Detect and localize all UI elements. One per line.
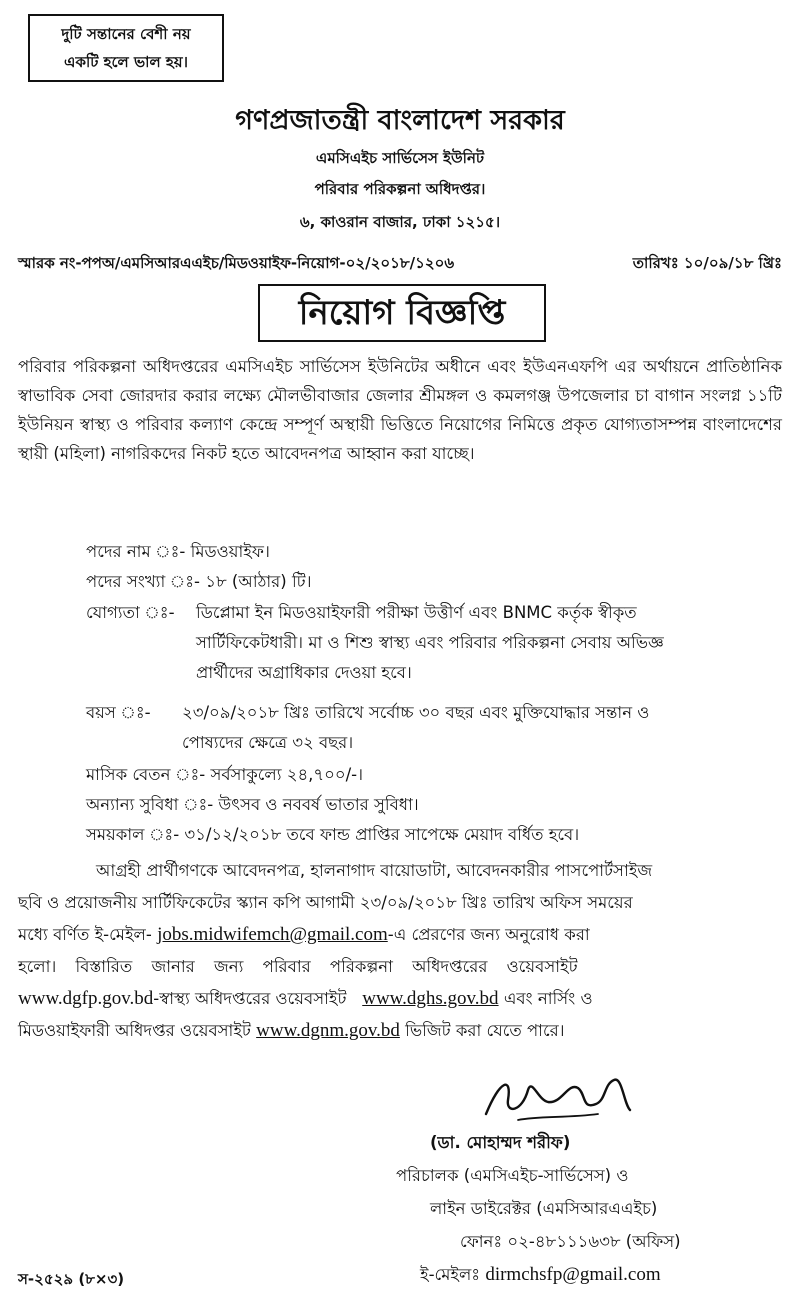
directorate-name: পরিবার পরিকল্পনা অধিদপ্তর। — [314, 180, 486, 198]
dgfp-website-link[interactable]: www.dgfp.gov.bd — [18, 988, 154, 1009]
signatory-name: (ডা. মোহাম্মদ শরীফ) — [430, 1133, 571, 1152]
slogan-line-1: দুটি সন্তানের বেশী নয় — [61, 25, 191, 43]
signature-mark — [478, 1070, 638, 1130]
apply-line-6 — [18, 1016, 565, 1045]
apply-line-5-mid: -স্বাস্থ্য অধিদপ্তরের ওয়েবসাইট — [153, 989, 347, 1008]
benefits: অন্যান্য সুবিধা ঃ- উৎসব ও নববর্ষ ভাতার সুবিধা। — [86, 795, 419, 814]
signatory-email-label: ই-মেইলঃ — [420, 1265, 481, 1284]
apply-line-1: আগ্রহী প্রার্থীগণকে আবেদনপত্র, হালনাগাদ বায়োডাটা, আবেদনকারীর পাসপোর্টসাইজ — [96, 861, 653, 880]
signatory-email-link[interactable]: dirmchsfp@gmail.com — [485, 1264, 661, 1285]
post-name: পদের নাম ঃ- মিডওয়াইফ। — [86, 542, 270, 561]
memo-number: স্মারক নং-পপঅ/এমসিআরএএইচ/মিডওয়াইফ-নিয়োগ-০২/২০১৮/১২০৬ — [18, 254, 455, 272]
qualification-line-2: সার্টিফিকেটধারী। মা ও শিশু স্বাস্থ্য এবং পরিবার পরিকল্পনা সেবায় অভিজ্ঞ — [196, 633, 664, 652]
qualification-label: যোগ্যতা ঃ- — [86, 603, 175, 622]
apply-line-3 — [18, 920, 590, 949]
notice-date: তারিখঃ ১০/০৯/১৮ খ্রিঃ — [632, 254, 782, 272]
signatory-phone: ফোনঃ ০২-৪৮১১১৬৩৮ (অফিস) — [460, 1232, 681, 1251]
notice-title: নিয়োগ বিজ্ঞপ্তি — [258, 284, 546, 342]
duration: সময়কাল ঃ- ৩১/১২/২০১৮ তবে ফান্ড প্রাপ্তির সাপেক্ষে মেয়াদ বর্ধিত হবে। — [86, 825, 580, 844]
apply-line-3-post: -এ প্রেরণের জন্য অনুরোধ করা — [387, 925, 590, 944]
apply-line-5-post: এবং নার্সিং ও — [503, 989, 593, 1008]
salary: মাসিক বেতন ঃ- সর্বসাকুল্যে ২৪,৭০০/-। — [86, 765, 364, 784]
qualification-line-3: প্রার্থীদের অগ্রাধিকার দেওয়া হবে। — [196, 663, 412, 682]
office-address: ৬, কাওরান বাজার, ঢাকা ১২১৫। — [299, 213, 501, 231]
age-label: বয়স ঃ- — [86, 703, 151, 722]
signatory-title-1: পরিচালক (এমসিএইচ-সার্ভিসেস) ও — [396, 1166, 629, 1185]
slogan-line-2: একটি হলে ভাল হয়। — [64, 53, 188, 71]
application-email-link[interactable]: jobs.midwifemch@gmail.com — [157, 924, 388, 945]
intro-paragraph: পরিবার পরিকল্পনা অধিদপ্তরের এমসিএইচ সার্ভিসেস ইউনিটের অধীনে এবং ইউএনএফপি এর অর্থায়নে প্রাতিষ্ঠানিক স্বাভাবিক সেবা জোরদার করার লক্ষ্যে মৌলভীবাজার জেলার শ্রীমঙ্গল ও কমলগঞ্জ উপজেলার চা বাগান সংলগ্ন ১১টি ইউনিয়ন স্বাস্থ্য ও পরিবার কল্যাণ কেন্দ্রে সম্পূর্ণ অস্থায়ী ভিত্তিতে নিয়োগের নিমিত্তে প্রকৃত যোগ্যতাসম্পন্ন বাংলাদেশের স্থায়ী (মহিলা) নাগরিকদের নিকট হতে আবেদনপত্র আহ্বান করা যাচ্ছে। — [18, 357, 782, 463]
unit-name: এমসিএইচ সার্ভিসেস ইউনিট — [315, 149, 485, 167]
dghs-website-link[interactable]: www.dghs.gov.bd — [362, 988, 499, 1009]
apply-line-5 — [18, 984, 593, 1013]
slogan-box — [28, 14, 224, 82]
post-count: পদের সংখ্যা ঃ- ১৮ (আঠার) টি। — [86, 572, 312, 591]
apply-line-6-post: ভিজিট করা যেতে পারে। — [405, 1021, 565, 1040]
apply-line-6-pre: মিডওয়াইফারী অধিদপ্তর ওয়েবসাইট — [18, 1021, 251, 1040]
apply-line-4: হলো। বিস্তারিত জানার জন্য পরিবার পরিকল্পনা অধিদপ্তরের ওয়েবসাইট — [18, 957, 578, 976]
age-line-1: ২৩/০৯/২০১৮ খ্রিঃ তারিখে সর্বোচ্চ ৩০ বছর এবং মুক্তিযোদ্ধার সন্তান ও — [182, 703, 650, 722]
signatory-title-2: লাইন ডাইরেক্টর (এমসিআরএএইচ) — [430, 1199, 658, 1218]
dgnm-website-link[interactable]: www.dgnm.gov.bd — [256, 1020, 400, 1041]
apply-line-3-pre: মধ্যে বর্ণিত ই-মেইল- — [18, 925, 152, 944]
age-line-2: পোষ্যদের ক্ষেত্রে ৩২ বছর। — [182, 733, 354, 752]
signatory-email — [420, 1262, 661, 1289]
qualification-line-1: ডিপ্লোমা ইন মিডওয়াইফারী পরীক্ষা উত্তীর্ণ এবং BNMC কর্তৃক স্বীকৃত — [196, 603, 637, 622]
ad-code: স-২৫২৯ (৮×৩) — [18, 1270, 125, 1288]
government-heading: গণপ্রজাতন্ত্রী বাংলাদেশ সরকার — [235, 105, 565, 136]
apply-line-2: ছবি ও প্রয়োজনীয় সার্টিফিকেটের স্ক্যান কপি আগামী ২৩/০৯/২০১৮ খ্রিঃ তারিখ অফিস সময়ের — [18, 893, 633, 912]
